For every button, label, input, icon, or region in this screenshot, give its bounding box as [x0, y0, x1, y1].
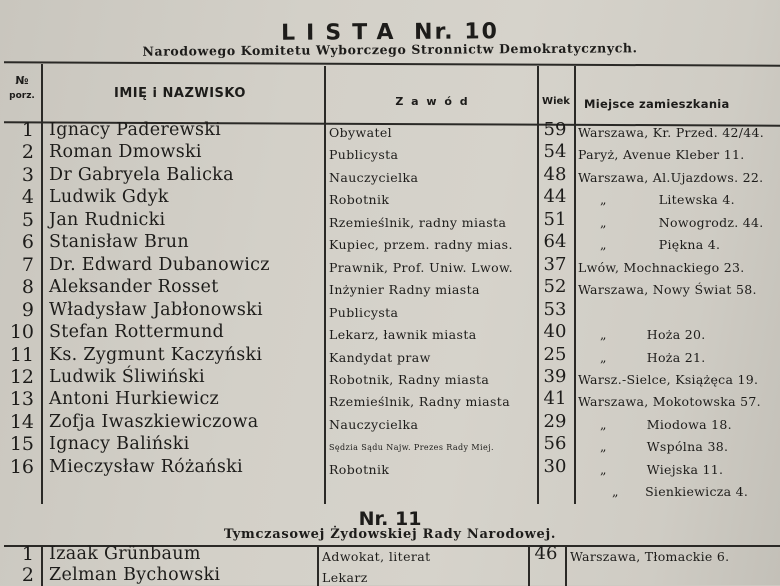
ditto-mark: „ [600, 349, 607, 365]
candidate-age: 53 [543, 298, 567, 320]
list-subtitle: Narodowego Komitetu Wyborczego Stronnictw Demokratycznych. [142, 40, 638, 59]
table-row [0, 230, 780, 252]
table-row [0, 455, 780, 477]
ditto-mark: „ [600, 192, 607, 208]
table-row [0, 208, 780, 230]
row-number: 2 [21, 564, 34, 586]
candidate-address: Lwów, Mochnackiego 23. [578, 259, 745, 275]
candidate-occupation: Adwokat, literat [322, 549, 431, 564]
candidate-address-text: Piękna 4. [658, 237, 721, 253]
candidate-occupation: Sędzia Sądu Najw. Prezes Rady Miej. [329, 443, 494, 453]
header-name: IMIĘ i NAZWISKO [114, 86, 246, 101]
candidate-address [600, 462, 780, 477]
ditto-mark: „ [612, 484, 619, 499]
table-row [0, 563, 780, 585]
table-row [0, 298, 780, 320]
candidate-age: 54 [543, 141, 567, 163]
table-row [0, 410, 780, 432]
candidate-name: Mieczysław Różański [49, 456, 243, 477]
candidate-occupation: Inżynier Radny miasta [329, 282, 480, 298]
candidate-address-text: Hoża 21. [646, 349, 706, 365]
candidate-occupation: Kandydat praw [329, 349, 431, 365]
list-11-subtitle: Tymczasowej Żydowskiej Rady Narodowej. [223, 527, 557, 542]
candidate-address: Warszawa, Kr. Przed. 42/44. [578, 125, 765, 140]
candidate-name: Ludwik Gdyk [49, 187, 169, 208]
candidate-age: 56 [543, 433, 567, 455]
candidate-address [600, 327, 780, 342]
candidate-age: 64 [543, 231, 567, 253]
candidate-occupation: Robotnik, Radny miasta [329, 371, 490, 387]
candidate-age: 29 [543, 410, 567, 432]
candidate-age: 40 [543, 321, 567, 343]
candidate-occupation: Publicysta [329, 304, 399, 320]
candidate-name: Stanisław Brun [49, 232, 189, 253]
header-occupation: Z a w ó d [395, 95, 470, 108]
row-number: 1 [21, 543, 34, 565]
candidate-name: Dr. Edward Dubanowicz [49, 254, 270, 275]
candidate-occupation: Rzemieślnik, Radny miasta [329, 394, 511, 410]
row-number: 9 [21, 298, 34, 321]
candidate-age: 37 [543, 253, 567, 275]
row-number: 11 [9, 343, 34, 366]
candidate-age: 51 [543, 208, 567, 230]
candidate-address [600, 215, 780, 230]
candidate-occupation: Prawnik, Prof. Uniw. Lwow. [329, 259, 514, 275]
candidate-address-text: Wiejska 11. [646, 461, 724, 477]
candidate-occupation: Obywatel [329, 125, 393, 140]
row-number: 13 [9, 388, 34, 411]
candidate-address: Warszawa, Mokotowska 57. [578, 394, 761, 410]
header-residence: Miejsce zamieszkania [584, 97, 730, 111]
row-number: 14 [9, 410, 34, 433]
candidate-age: 52 [543, 276, 567, 298]
candidate-occupation: Nauczycielka [329, 169, 419, 185]
header-number [4, 74, 40, 101]
row-number: 4 [21, 186, 34, 209]
table-row [0, 253, 780, 275]
candidate-occupation: Publicysta [329, 147, 399, 163]
candidate-name: Władysław Jabłonowski [49, 299, 263, 320]
row-number: 10 [9, 321, 34, 344]
ditto-mark: „ [600, 237, 607, 253]
candidate-name: Antoni Hurkiewicz [49, 389, 220, 410]
candidate-address: Warszawa, Al.Ujazdows. 22. [578, 169, 764, 185]
candidate-name: Zofja Iwaszkiewiczowa [49, 411, 259, 432]
row-number: 5 [21, 208, 34, 231]
candidate-address-text: Nowogrodz. 44. [658, 214, 764, 230]
row-number: 2 [21, 141, 34, 164]
table-row [0, 365, 780, 387]
candidate-name: Stefan Rottermund [49, 322, 225, 343]
candidate-address: Paryż, Avenue Kleber 11. [578, 147, 745, 163]
row-number: 15 [9, 433, 34, 456]
ditto-mark: „ [600, 214, 607, 230]
header-number-sub: porz. [9, 91, 35, 101]
candidate-address [600, 237, 780, 252]
candidate-address-text: Wspólna 38. [646, 439, 729, 455]
candidate-age: 41 [543, 388, 567, 410]
candidate-name: Izaak Grünbaum [49, 544, 201, 564]
table-row [0, 140, 780, 162]
candidate-address-text: Litewska 4. [658, 192, 735, 208]
ditto-mark: „ [600, 416, 607, 432]
candidate-occupation: Nauczycielka [329, 416, 419, 432]
candidate-name: Aleksander Rosset [49, 277, 219, 298]
table-row [0, 320, 780, 342]
candidate-occupation: Lekarz [322, 570, 368, 585]
candidate-address [600, 417, 780, 432]
candidate-age: 25 [543, 343, 567, 365]
table-row [0, 387, 780, 409]
candidate-age: 46 [534, 543, 558, 564]
candidate-name: Zelman Bychowski [49, 565, 221, 585]
candidate-address [600, 439, 780, 454]
candidate-address-text: Hoża 20. [646, 327, 706, 343]
table-top-rule [4, 61, 780, 66]
candidate-name: Ignacy Baliński [49, 434, 190, 455]
candidate-name: Ks. Zygmunt Kaczyński [49, 344, 263, 365]
ditto-mark: „ [600, 439, 607, 455]
table-row [0, 542, 780, 564]
table-row [0, 118, 780, 140]
candidate-occupation: Robotnik [329, 461, 390, 477]
candidate-name: Ludwik Śliwiński [49, 366, 205, 387]
candidate-address: Warsz.-Sielce, Książęca 19. [578, 371, 759, 387]
candidate-name: Dr Gabryela Balicka [49, 164, 234, 185]
header-number-sign: № [15, 74, 29, 87]
candidate-age: 59 [543, 119, 567, 140]
candidate-age: 30 [543, 455, 567, 477]
candidate-occupation: Lekarz, ławnik miasta [329, 327, 477, 343]
list-title-word: LISTA [281, 19, 405, 46]
candidate-age: 48 [543, 163, 567, 185]
candidate-address [600, 350, 780, 365]
ditto-mark: „ [600, 461, 607, 477]
candidate-address-text: Miodowa 18. [646, 416, 732, 432]
candidate-name: Ignacy Paderewski [49, 120, 222, 140]
candidate-occupation: Kupiec, przem. radny mias. [329, 237, 513, 253]
row-number: 16 [9, 455, 34, 478]
table-row [0, 343, 780, 365]
candidate-name: Roman Dmowski [49, 142, 202, 163]
candidate-age: 39 [543, 365, 567, 387]
candidate-name: Jan Rudnicki [49, 209, 166, 230]
row-number: 12 [9, 365, 34, 388]
table-row [0, 432, 780, 454]
trailing-address-text: Sienkiewicza 4. [645, 484, 749, 499]
table-row [0, 275, 780, 297]
table-row [0, 185, 780, 207]
row-number: 8 [21, 276, 34, 299]
candidate-address: Warszawa, Tłomackie 6. [570, 549, 730, 564]
candidate-address [600, 192, 780, 207]
trailing-address [612, 484, 780, 499]
ditto-mark: „ [600, 327, 607, 343]
list-11-title: Nr. 11 [358, 508, 422, 530]
row-number: 3 [21, 163, 34, 186]
row-number: 7 [21, 253, 34, 276]
list-title-number: Nr. 10 [414, 19, 499, 45]
header-age: Wiek [542, 96, 570, 107]
candidate-age: 44 [543, 186, 567, 208]
candidate-occupation: Robotnik [329, 192, 390, 208]
candidate-occupation: Rzemieślnik, radny miasta [329, 214, 507, 230]
table-row [0, 163, 780, 185]
candidate-address: Warszawa, Nowy Świat 58. [578, 282, 757, 298]
row-number: 1 [21, 119, 34, 141]
row-number: 6 [21, 231, 34, 254]
